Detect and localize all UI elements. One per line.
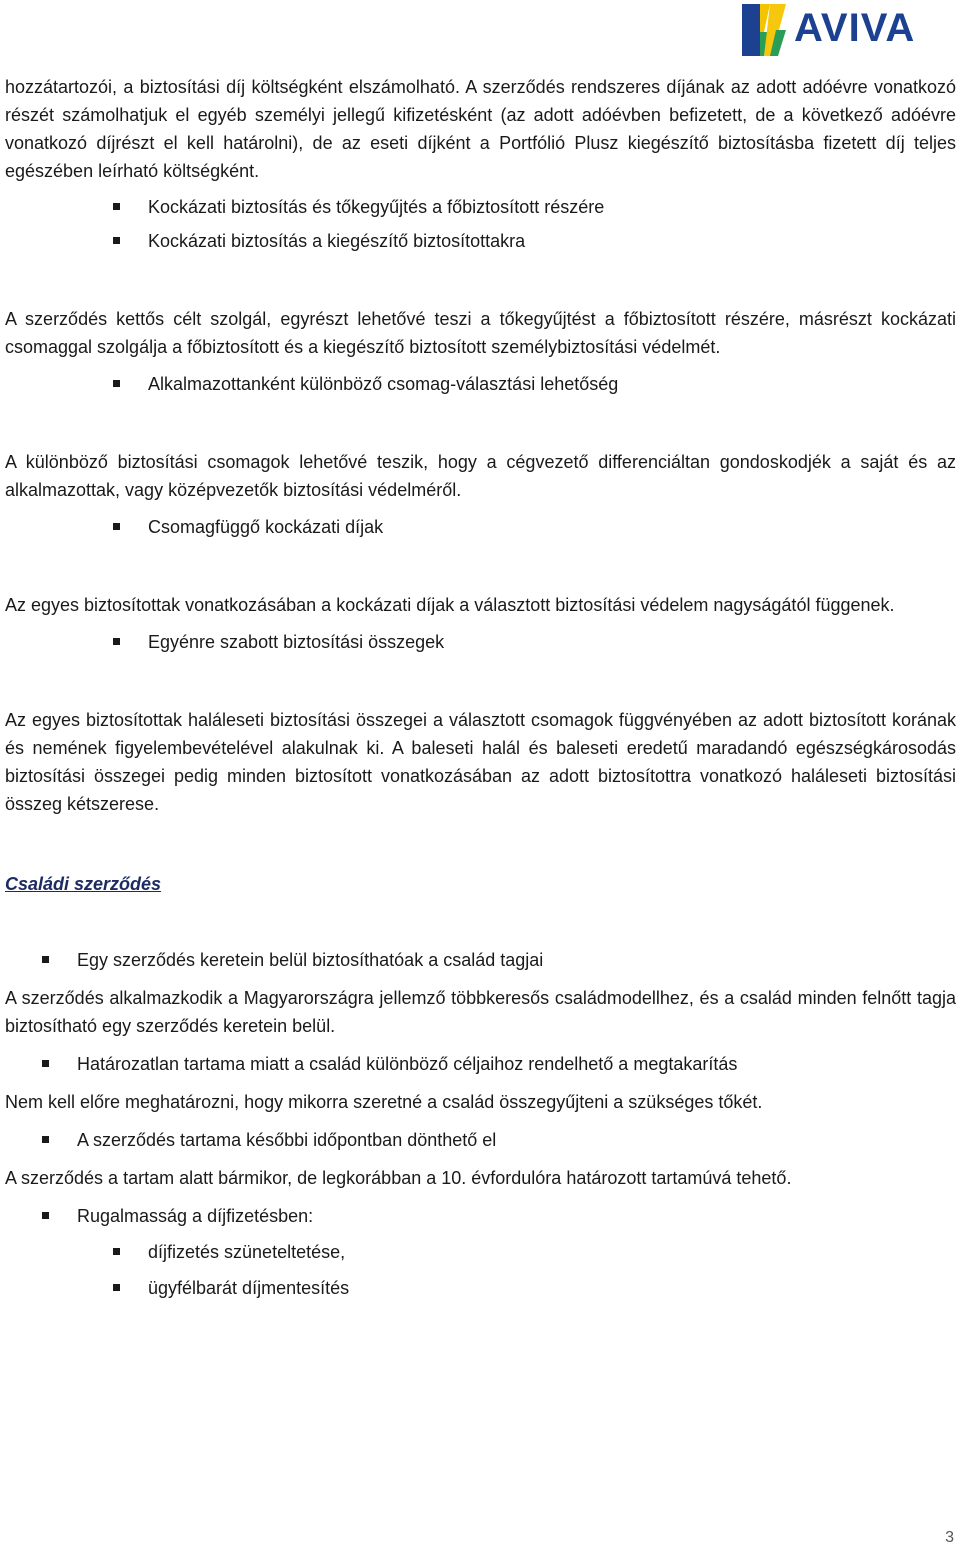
bullet-square-icon [42, 1136, 49, 1143]
list-item [5, 513, 956, 541]
bullet-square-icon [113, 203, 120, 210]
list-item-text: Csomagfüggő kockázati díjak [148, 517, 384, 537]
bullet-square-icon [42, 956, 49, 963]
list-item-text: Egyénre szabott biztosítási összegek [148, 632, 445, 652]
list-item-text: Határozatlan tartama miatt a család különböző céljaihoz rendelhető a megtakarítás [77, 1054, 738, 1074]
paragraph: Az egyes biztosítottak vonatkozásában a kockázati díjak a választott biztosítási védelem nagyságától függenek. [5, 595, 895, 615]
bullet-square-icon [113, 380, 120, 387]
paragraph: A szerződés kettős célt szolgál, egyrészt lehetővé teszi a tőkegyűjtést a főbiztosított részére, másrészt kockázati csomaggal szolgálja a főbiztosított és a kiegészítő biztosított személybiztosítási védelmét. [5, 309, 956, 357]
list-item-text: ügyfélbarát díjmentesítés [148, 1278, 350, 1298]
bullet-square-icon [113, 1284, 120, 1291]
aviva-logo [742, 2, 958, 58]
list-item [5, 1274, 956, 1302]
bullet-square-icon [42, 1212, 49, 1219]
list-item-text: A szerződés tartama későbbi időpontban dönthető el [77, 1130, 497, 1150]
page-number: 3 [945, 1529, 954, 1546]
list-item [5, 193, 956, 221]
list-item-text: díjfizetés szüneteltetése, [148, 1242, 346, 1262]
intro-paragraph: hozzátartozói, a biztosítási díj költségként elszámolható. A szerződés rendszeres díjának az adott adóévre vonatkozó részét számolhatjuk el egyéb személyi jellegű kifizetésként (az adott adóévben befizetett, de a következő adóévre vonatkozó díjrészt el kell határolni), de az eseti díjként a Portfólió Plusz kiegészítő biztosításba fizetett díj teljes egészében leírható költségként. [5, 77, 956, 181]
bullet-square-icon [113, 237, 120, 244]
list-item [5, 227, 956, 255]
bullet-square-icon [113, 1248, 120, 1255]
list-item [5, 1202, 956, 1230]
list-item [5, 628, 956, 656]
paragraph: A szerződés alkalmazkodik a Magyarországra jellemző többkeresős családmodellhez, és a család minden felnőtt tagja biztosítható egy szerződés keretein belül. [5, 988, 956, 1036]
list-item-text: Kockázati biztosítás és tőkegyűjtés a főbiztosított részére [148, 197, 605, 217]
bullet-square-icon [113, 638, 120, 645]
list-item [5, 1126, 956, 1154]
paragraph: Az egyes biztosítottak haláleseti biztosítási összegei a választott csomagok függvényében az adott biztosított korának és nemének figyelembevételével alakulnak ki. A baleseti halál és baleseti eredetű maradandó egészségkárosodás biztosítási összegei pedig minden biztosított vonatkozásában az adott biztosítottra vonatkozó haláleseti biztosítási összeg kétszerese. [5, 710, 956, 814]
list-item [5, 1238, 956, 1266]
list-item [5, 946, 956, 974]
list-item-text: Rugalmasság a díjfizetésben: [77, 1206, 314, 1226]
list-item-text: Egy szerződés keretein belül biztosíthatóak a család tagjai [77, 950, 544, 970]
list-item [5, 370, 956, 398]
document-body [5, 73, 956, 1302]
paragraph: A szerződés a tartam alatt bármikor, de legkorábban a 10. évfordulóra határozott tartamúvá tehető. [5, 1168, 792, 1188]
paragraph: A különböző biztosítási csomagok lehetővé teszik, hogy a cégvezető differenciáltan gondoskodjék a saját és az alkalmazottak, vagy középvezetők biztosítási védelméről. [5, 452, 956, 500]
logo-wordmark: AVIVA [794, 6, 916, 50]
paragraph: Nem kell előre meghatározni, hogy mikorra szeretné a család összegyűjteni a szükséges tőkét. [5, 1092, 763, 1112]
list-item-text: Alkalmazottanként különböző csomag-választási lehetőség [148, 374, 619, 394]
section-heading: Családi szerződés [5, 874, 162, 894]
list-item-text: Kockázati biztosítás a kiegészítő biztosítottakra [148, 231, 526, 251]
bullet-square-icon [113, 523, 120, 530]
list-item [5, 1050, 956, 1078]
bullet-square-icon [42, 1060, 49, 1067]
